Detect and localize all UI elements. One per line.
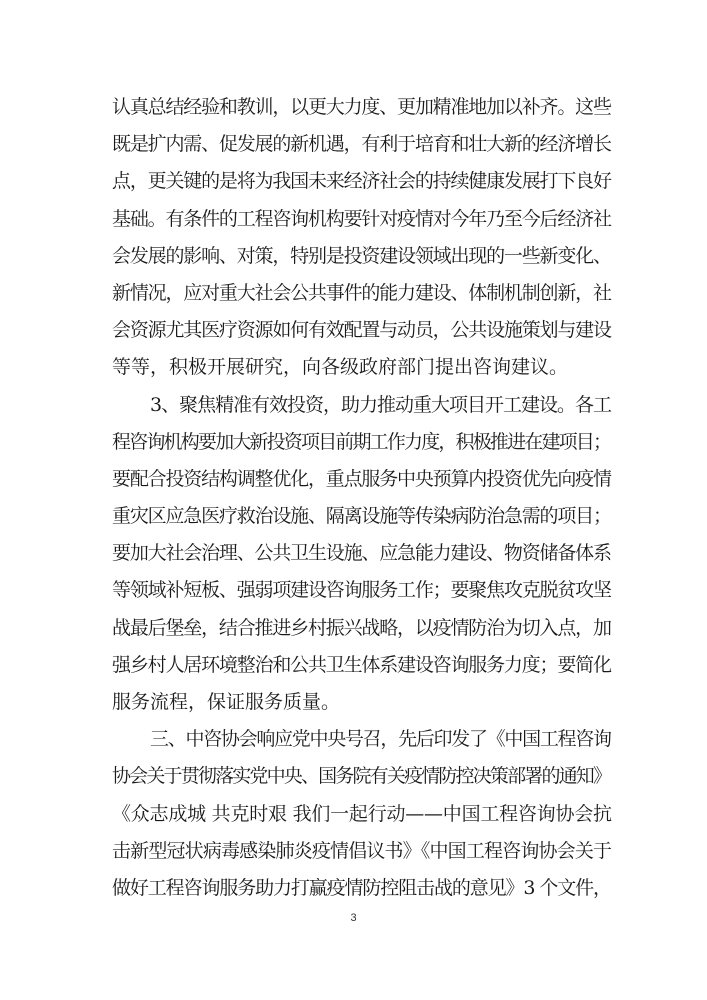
text-line: 3、聚焦精准有效投资，助力推动重大项目开工建设。各工	[150, 393, 611, 416]
text-line: 要加大社会治理、公共卫生设施、应急能力建设、物资储备体系	[112, 542, 611, 565]
text-line: 程咨询机构要加大新投资项目前期工作力度，积极推进在建项目；	[112, 430, 611, 453]
text-line: 基础。有条件的工程咨询机构要针对疫情对今年乃至今后经济社	[112, 207, 611, 230]
text-line: 新情况，应对重大社会公共事件的能力建设、体制机制创新，社	[112, 281, 611, 304]
text-line: 做好工程咨询服务助力打赢疫情防控阻击战的意见》3 个文件，	[112, 876, 611, 899]
text-line: 要配合投资结构调整优化，重点服务中央预算内投资优先向疫情	[112, 467, 611, 490]
text-line: 重灾区应急医疗救治设施、隔离设施等传染病防治急需的项目；	[112, 505, 611, 528]
text-line: 协会关于贯彻落实党中央、国务院有关疫情防控决策部署的通知》	[112, 765, 611, 788]
text-line: 强乡村人居环境整治和公共卫生体系建设咨询服务力度；要简化	[112, 653, 611, 676]
text-line: 会资源尤其医疗资源如何有效配置与动员，公共设施策划与建设	[112, 319, 611, 342]
body-text	[112, 89, 612, 907]
text-line: 等领域补短板、强弱项建设咨询服务工作；要聚焦攻克脱贫攻坚	[112, 579, 611, 602]
page-number: 3	[350, 912, 357, 924]
text-line: 《众志成城 共克时艰 我们一起行动——中国工程咨询协会抗	[112, 802, 612, 825]
text-line: 认真总结经验和教训，以更大力度、更加精准地加以补齐。这些	[112, 96, 611, 118]
text-line: 既是扩内需、促发展的新机遇，有利于培育和壮大新的经济增长	[112, 133, 611, 156]
text-line: 服务流程，保证服务质量。	[112, 691, 341, 713]
text-line: 击新型冠状病毒感染肺炎疫情倡议书》《中国工程咨询协会关于	[112, 839, 612, 862]
text-line: 战最后堡垒，结合推进乡村振兴战略，以疫情防治为切入点，加	[112, 616, 611, 639]
text-line: 等等，积极开展研究，向各级政府部门提出咨询建议。	[112, 356, 569, 379]
text-line: 点，更关键的是将为我国未来经济社会的持续健康发展打下良好	[112, 170, 611, 193]
text-line: 会发展的影响、对策，特别是投资建设领域出现的一些新变化、	[112, 244, 611, 267]
text-line: 三、中咨协会响应党中央号召，先后印发了《中国工程咨询	[150, 728, 611, 751]
